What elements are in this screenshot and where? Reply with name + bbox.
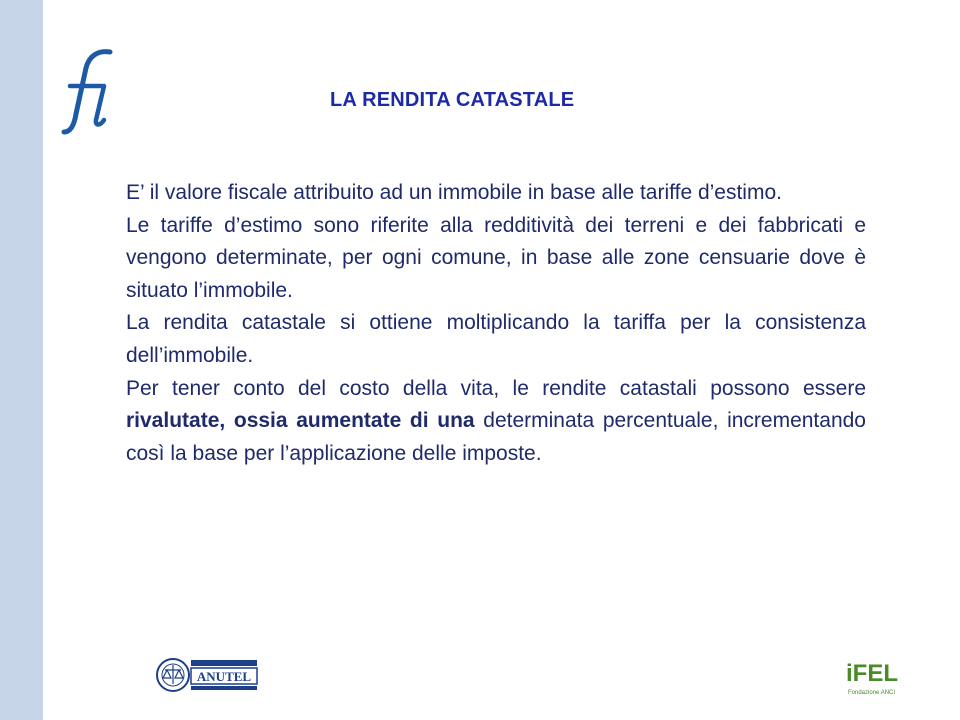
slide-title: LA RENDITA CATASTALE bbox=[330, 89, 575, 111]
paragraph-bold-text: rivalutate, ossia aumentate di una bbox=[126, 409, 475, 433]
paragraph: E’ il valore fiscale attribuito ad un immobile in base alle tariffe d’estimo. bbox=[126, 181, 782, 204]
ifel-logo-text: iFEL bbox=[846, 660, 898, 687]
paragraph bbox=[126, 373, 866, 471]
fi-logo-icon bbox=[56, 48, 126, 138]
ifel-logo-subtitle: Fondazione ANCI bbox=[848, 690, 896, 696]
paragraph: Le tariffe d’estimo sono riferite alla redditività dei terreni e dei fabbricati e vengono determinate, per ogni comune, in base alle zone censuarie dove è situato l’immobile. bbox=[126, 213, 866, 302]
left-decorative-band bbox=[0, 0, 43, 720]
paragraph-text: determinata percentuale, incrementando così la base per l’applicazione delle imposte. bbox=[126, 409, 866, 465]
paragraph-text: Per tener conto del costo della vita, le rendite catastali possono essere bbox=[126, 376, 866, 400]
anutel-logo-text: ANUTEL bbox=[196, 669, 252, 684]
ifel-logo bbox=[846, 654, 898, 700]
paragraph: La rendita catastale si ottiene moltiplicando la tariffa per la consistenza dell’immobile. bbox=[126, 311, 866, 367]
slide-body bbox=[126, 177, 866, 470]
anutel-logo bbox=[155, 656, 259, 694]
